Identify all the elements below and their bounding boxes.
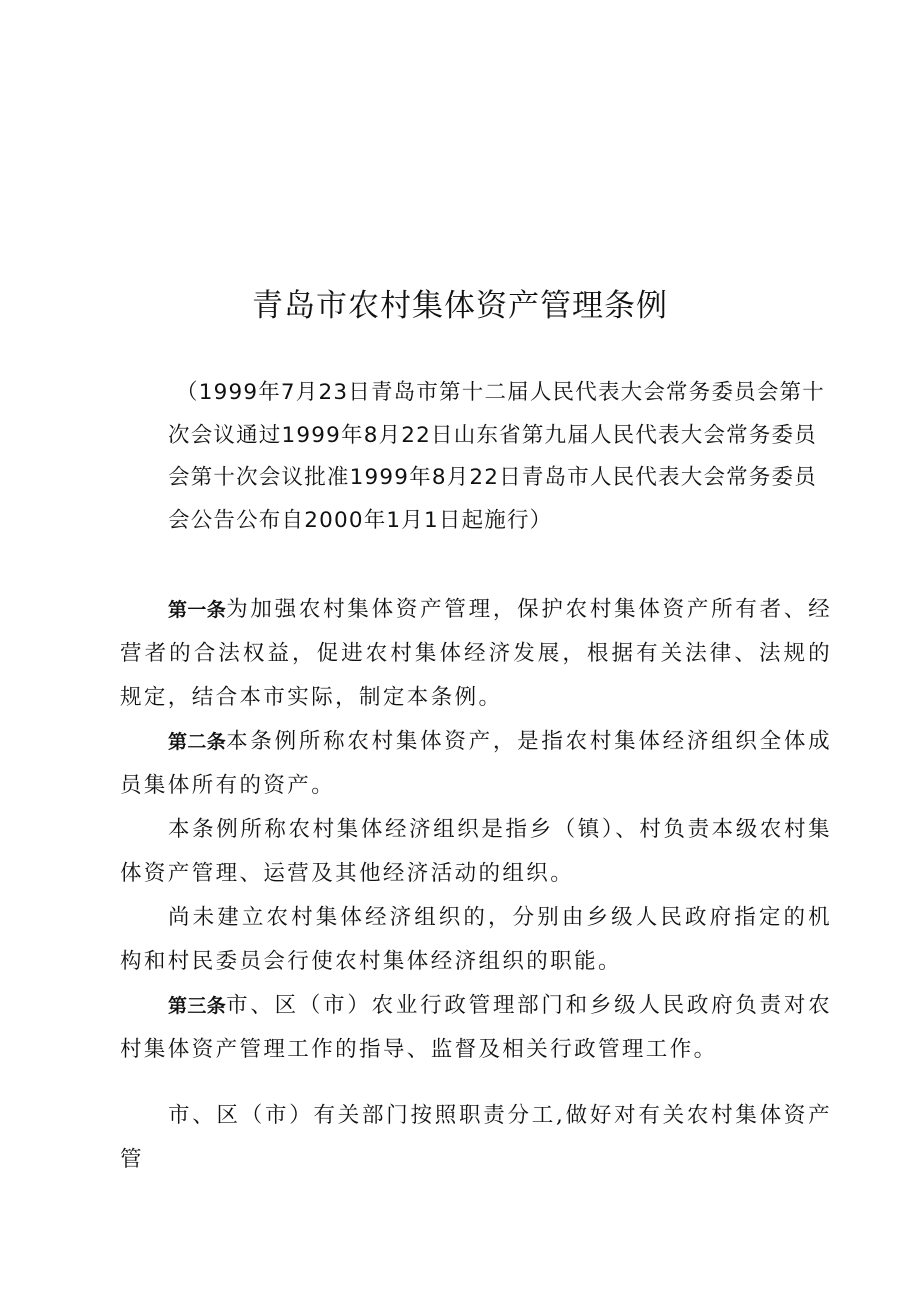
- article-paragraph: [120, 720, 832, 808]
- article-number: 第一条: [168, 599, 227, 621]
- article-paragraph: [120, 1094, 832, 1182]
- article-paragraph: [120, 808, 832, 896]
- paragraph-text: 市、区（市）有关部门按照职责分工,做好对有关农村集体资产管: [120, 1103, 832, 1172]
- article-number: 第二条: [168, 731, 227, 753]
- paragraph-text: 尚未建立农村集体经济组织的，分别由乡级人民政府指定的机构和村民委员会行使农村集体经济组织的职能。: [120, 905, 832, 974]
- article-paragraph: [120, 588, 832, 720]
- paragraph-text: 本条例所称农村集体资产，是指农村集体经济组织全体成员集体所有的资产。: [120, 729, 832, 798]
- article-paragraph: [120, 896, 832, 984]
- article-number: 第三条: [168, 995, 227, 1017]
- paragraph-text: 市、区（市）农业行政管理部门和乡级人民政府负责对农村集体资产管理工作的指导、监督及相关行政管理工作。: [120, 993, 832, 1062]
- paragraph-text: 为加强农村集体资产管理，保护农村集体资产所有者、经营者的合法权益，促进农村集体经济发展，根据有关法律、法规的规定，结合本市实际，制定本条例。: [120, 597, 832, 710]
- article-paragraph: [120, 984, 832, 1072]
- document-title: 青岛市农村集体资产管理条例: [252, 288, 668, 324]
- document-body: [120, 588, 832, 1182]
- document-preamble: （1999年7月23日青岛市第十二届人民代表大会常务委员会第十次会议通过1999年8月22日山东省第九届人民代表大会常务委员会第十次会议批准1999年8月22日青岛市人民代表大会常务委员会公告公布自2000年1月1日起施行）: [168, 380, 825, 533]
- paragraph-text: 本条例所称农村集体经济组织是指乡（镇）、村负责本级农村集体资产管理、运营及其他经济活动的组织。: [120, 817, 832, 886]
